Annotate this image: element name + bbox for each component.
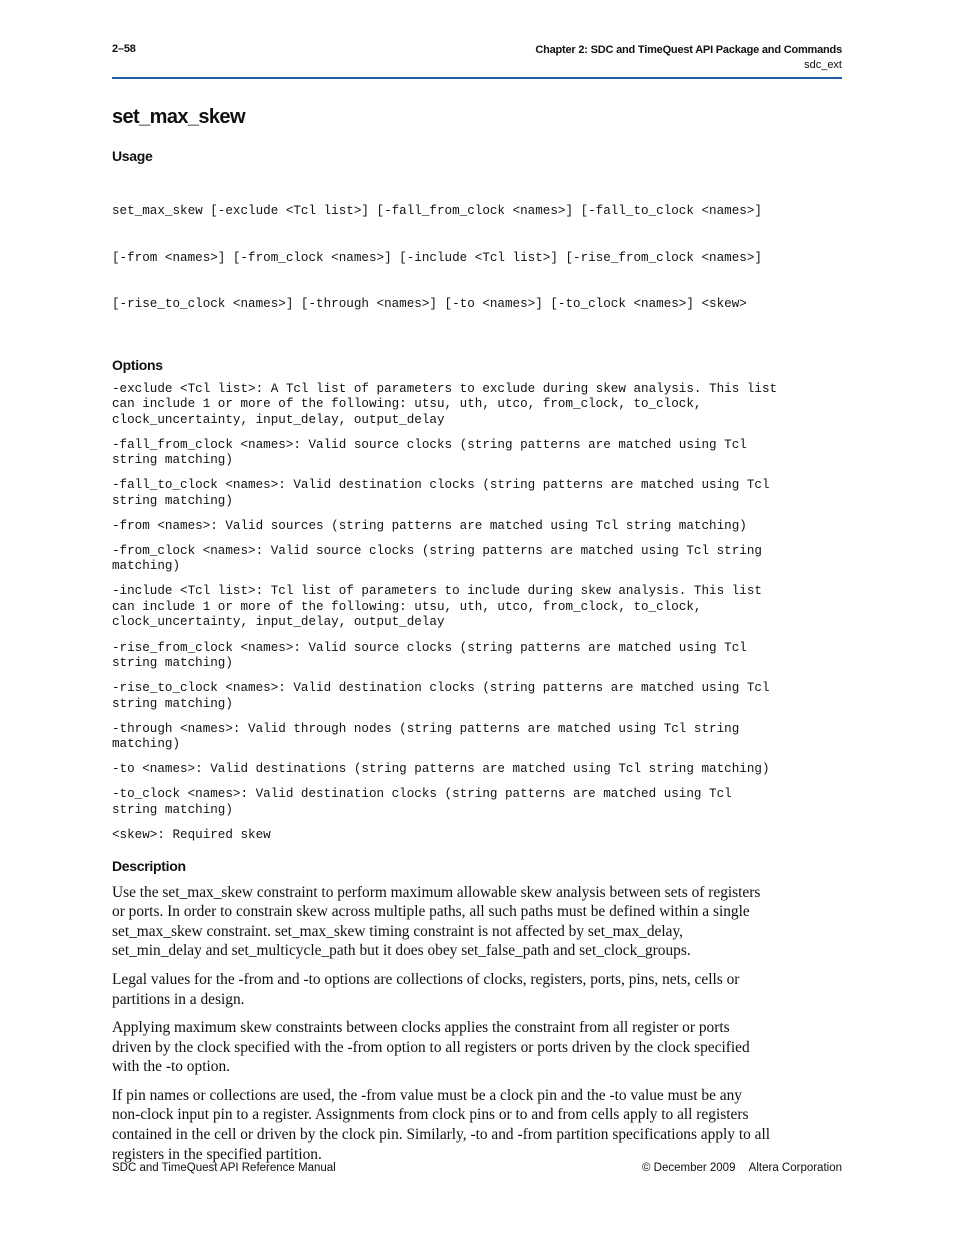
- paragraph-line: with the -to option.: [112, 1058, 230, 1076]
- paragraph-line: If pin names or collections are used, the -from value must be a clock pin and the -to value must be any: [112, 1086, 742, 1104]
- option-entry: [112, 762, 847, 778]
- manual-title: SDC and TimeQuest API Reference Manual: [112, 1162, 336, 1174]
- option-entry: [112, 787, 847, 818]
- option-entry: [112, 641, 847, 672]
- paragraph-line: or ports. In order to constrain skew across multiple paths, all such paths must be defined within a single: [112, 903, 750, 921]
- paragraph-line: registers in the specified partition.: [112, 1145, 322, 1163]
- option-line: string matching): [112, 696, 233, 711]
- option-line: string matching): [112, 802, 233, 817]
- paragraph-line: partitions in a design.: [112, 990, 245, 1008]
- description-paragraph: [112, 1086, 847, 1164]
- description-paragraph: [112, 883, 847, 961]
- option-line: string matching): [112, 493, 233, 508]
- option-line: -from_clock <names>: Valid source clocks (string patterns are matched using Tcl string: [112, 543, 762, 558]
- option-line: string matching): [112, 453, 233, 468]
- paragraph-line: non-clock input pin to a register. Assignments from clock pins or to and from cells apply to all registers: [112, 1106, 749, 1124]
- paragraph-line: driven by the clock specified with the -from option to all registers or ports driven by the clock specified: [112, 1038, 750, 1056]
- option-line: -exclude <Tcl list>: A Tcl list of parameters to exclude during skew analysis. This list: [112, 381, 778, 396]
- header-rule: [112, 77, 842, 79]
- page-number: 2–58: [112, 43, 136, 55]
- option-line: -to_clock <names>: Valid destination clocks (string patterns are matched using Tcl: [112, 787, 732, 802]
- option-line: -fall_from_clock <names>: Valid source clocks (string patterns are matched using Tcl: [112, 437, 747, 452]
- option-line: can include 1 or more of the following: utsu, uth, utco, from_clock, to_clock,: [112, 397, 702, 411]
- copyright-date: © December 2009: [641, 1162, 736, 1174]
- description-heading: Description: [112, 857, 186, 874]
- paragraph-line: Use the set_max_skew constraint to perform maximum allowable skew analysis between sets of registers: [112, 883, 761, 901]
- option-entry: [112, 519, 847, 535]
- option-line: matching): [112, 737, 181, 752]
- option-entry: [112, 382, 847, 429]
- option-entry: [112, 544, 847, 575]
- footer-right: [642, 1162, 842, 1174]
- option-line: -through <names>: Valid through nodes (string patterns are matched using Tcl string: [112, 721, 740, 736]
- document-body: [112, 148, 847, 1173]
- paragraph-line: set_max_skew constraint. set_max_skew timing constraint is not affected by set_max_delay,: [112, 922, 684, 940]
- usage-line: set_max_skew [-exclude <Tcl list>] [-fall_from_clock <names>] [-fall_to_clock <names>]: [112, 204, 762, 218]
- option-line: <skew>: Required skew: [112, 828, 271, 843]
- option-entry: [112, 681, 847, 712]
- paragraph-line: set_min_delay and set_multicycle_path but it does obey set_false_path and set_clock_groups.: [112, 942, 691, 960]
- paragraph-line: Legal values for the -from and -to options are collections of clocks, registers, ports, pins, nets, cells or: [112, 970, 740, 988]
- usage-syntax: [112, 173, 847, 344]
- options-list: [112, 382, 847, 844]
- running-header: [535, 43, 842, 73]
- usage-heading: Usage: [112, 148, 153, 164]
- option-entry: [112, 478, 847, 509]
- option-line: -fall_to_clock <names>: Valid destination clocks (string patterns are matched using Tcl: [112, 478, 770, 493]
- option-entry: [112, 584, 847, 631]
- paragraph-line: contained in the cell or driven by the clock pin. Similarly, -to and -from partition specifications apply to all: [112, 1126, 771, 1144]
- option-entry: [112, 438, 847, 469]
- company-name: Altera Corporation: [748, 1162, 842, 1174]
- description-paragraph: [112, 1018, 847, 1077]
- section-name: sdc_ext: [804, 59, 842, 71]
- option-line: -from <names>: Valid sources (string patterns are matched using Tcl string matching): [112, 518, 747, 533]
- option-line: -rise_to_clock <names>: Valid destination clocks (string patterns are matched using Tcl: [112, 681, 770, 696]
- option-line: -include <Tcl list>: Tcl list of parameters to include during skew analysis. This list: [112, 584, 762, 599]
- chapter-title: Chapter 2: SDC and TimeQuest API Package and Commands: [535, 44, 842, 56]
- option-line: -to <names>: Valid destinations (string patterns are matched using Tcl string matching): [112, 762, 770, 777]
- description-text: [112, 883, 847, 1165]
- paragraph-line: Applying maximum skew constraints between clocks applies the constraint from all register or ports: [112, 1019, 730, 1037]
- option-line: matching): [112, 559, 181, 574]
- option-line: string matching): [112, 656, 233, 671]
- page-title: set_max_skew: [112, 106, 245, 128]
- description-paragraph: [112, 970, 847, 1009]
- usage-line: [-from <names>] [-from_clock <names>] [-include <Tcl list>] [-rise_from_clock <names>]: [112, 250, 762, 265]
- options-heading: Options: [112, 356, 163, 373]
- usage-line: [-rise_to_clock <names>] [-through <names>] [-to <names>] [-to_clock <names>] <skew>: [112, 297, 747, 311]
- option-line: clock_uncertainty, input_delay, output_delay: [112, 615, 445, 630]
- option-line: -rise_from_clock <names>: Valid source clocks (string patterns are matched using Tcl: [112, 640, 747, 655]
- option-entry: [112, 722, 847, 753]
- option-line: can include 1 or more of the following: utsu, uth, utco, from_clock, to_clock,: [112, 599, 702, 614]
- option-entry: [112, 828, 847, 844]
- option-line: clock_uncertainty, input_delay, output_delay: [112, 412, 445, 427]
